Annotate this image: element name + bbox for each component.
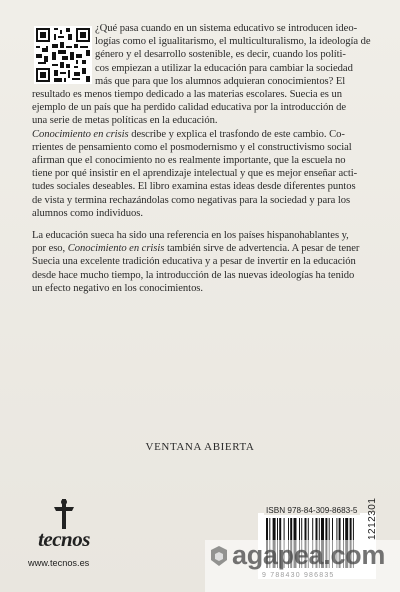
product-code: 1212301 <box>367 497 378 540</box>
publisher-logo <box>26 497 102 567</box>
synopsis-line: resultado es menos tiempo dedicado a las materias escolares. Suecia es un <box>32 89 342 101</box>
synopsis-line: afirman que el conocimiento no es realmente importante, que la escuela no <box>32 155 346 167</box>
synopsis-line: ejemplo de un país que ha perdido calidad educativa por la introducción de <box>32 102 346 114</box>
publisher-name: tecnos <box>38 527 90 551</box>
synopsis-text: también sirve de advertencia. A pesar de tener <box>164 243 360 255</box>
book-title: Conocimiento en crisis <box>32 128 129 140</box>
synopsis-line: de vista y termina rechazándolas como negativas para la sociedad y para los <box>32 194 351 206</box>
isbn: ISBN 978-84-309-8683-5 <box>266 506 358 515</box>
series-name: VENTANA ABIERTA <box>145 441 255 453</box>
synopsis-line: una serie de metas políticas en la educación. <box>32 115 218 127</box>
publisher-website[interactable]: www.tecnos.es <box>28 558 90 568</box>
watermark-icon <box>207 544 231 568</box>
synopsis-line: más que para que los alumnos adquieran conocimientos? El <box>95 75 346 87</box>
synopsis-text: describe y explica el trasfondo de este cambio. Co- <box>128 128 345 140</box>
synopsis-line: rrientes de pensamiento como el posmodernismo y el constructivismo social <box>32 141 352 153</box>
synopsis-line: La educación sueca ha sido una referencia en los países hispanohablantes y, <box>32 230 349 241</box>
synopsis-paragraph-2 <box>32 229 372 295</box>
synopsis-line: logías como el igualitarismo, el multiculturalismo, la ideología de <box>95 36 371 48</box>
synopsis-line: alumnos como individuos. <box>32 207 143 219</box>
watermark-text: agapea.com <box>232 540 386 570</box>
synopsis-line <box>32 242 372 255</box>
synopsis-line: tudes sociales deseables. El libro examina estas ideas desde diferentes puntos <box>32 181 356 193</box>
synopsis-line: cos empiezan a utilizar la educación para cambiar la sociedad <box>95 62 353 74</box>
synopsis-line <box>32 128 372 141</box>
synopsis-line: ¿Qué pasa cuando en un sistema educativo se introducen ideo- <box>95 23 358 34</box>
synopsis-line: tiene por qué insistir en el aprendizaje intelectual y que es mejor enseñar acti- <box>32 168 358 180</box>
synopsis-line: género y el desarrollo sostenible, es decir, cuando los políti- <box>95 49 346 61</box>
cross-emblem-icon <box>26 497 102 531</box>
synopsis-line: Suecia una excelente tradición educativa y a pesar de invertir en la educación <box>32 256 356 268</box>
synopsis-line: un efecto negativo en los conocimientos. <box>32 282 203 294</box>
synopsis-line: desde hace mucho tiempo, la introducción de las nuevas ideologías ha tenido <box>32 269 355 281</box>
synopsis-paragraph-1 <box>32 22 372 220</box>
synopsis-text: por eso, <box>32 243 68 255</box>
book-title: Conocimiento en crisis <box>67 243 165 255</box>
